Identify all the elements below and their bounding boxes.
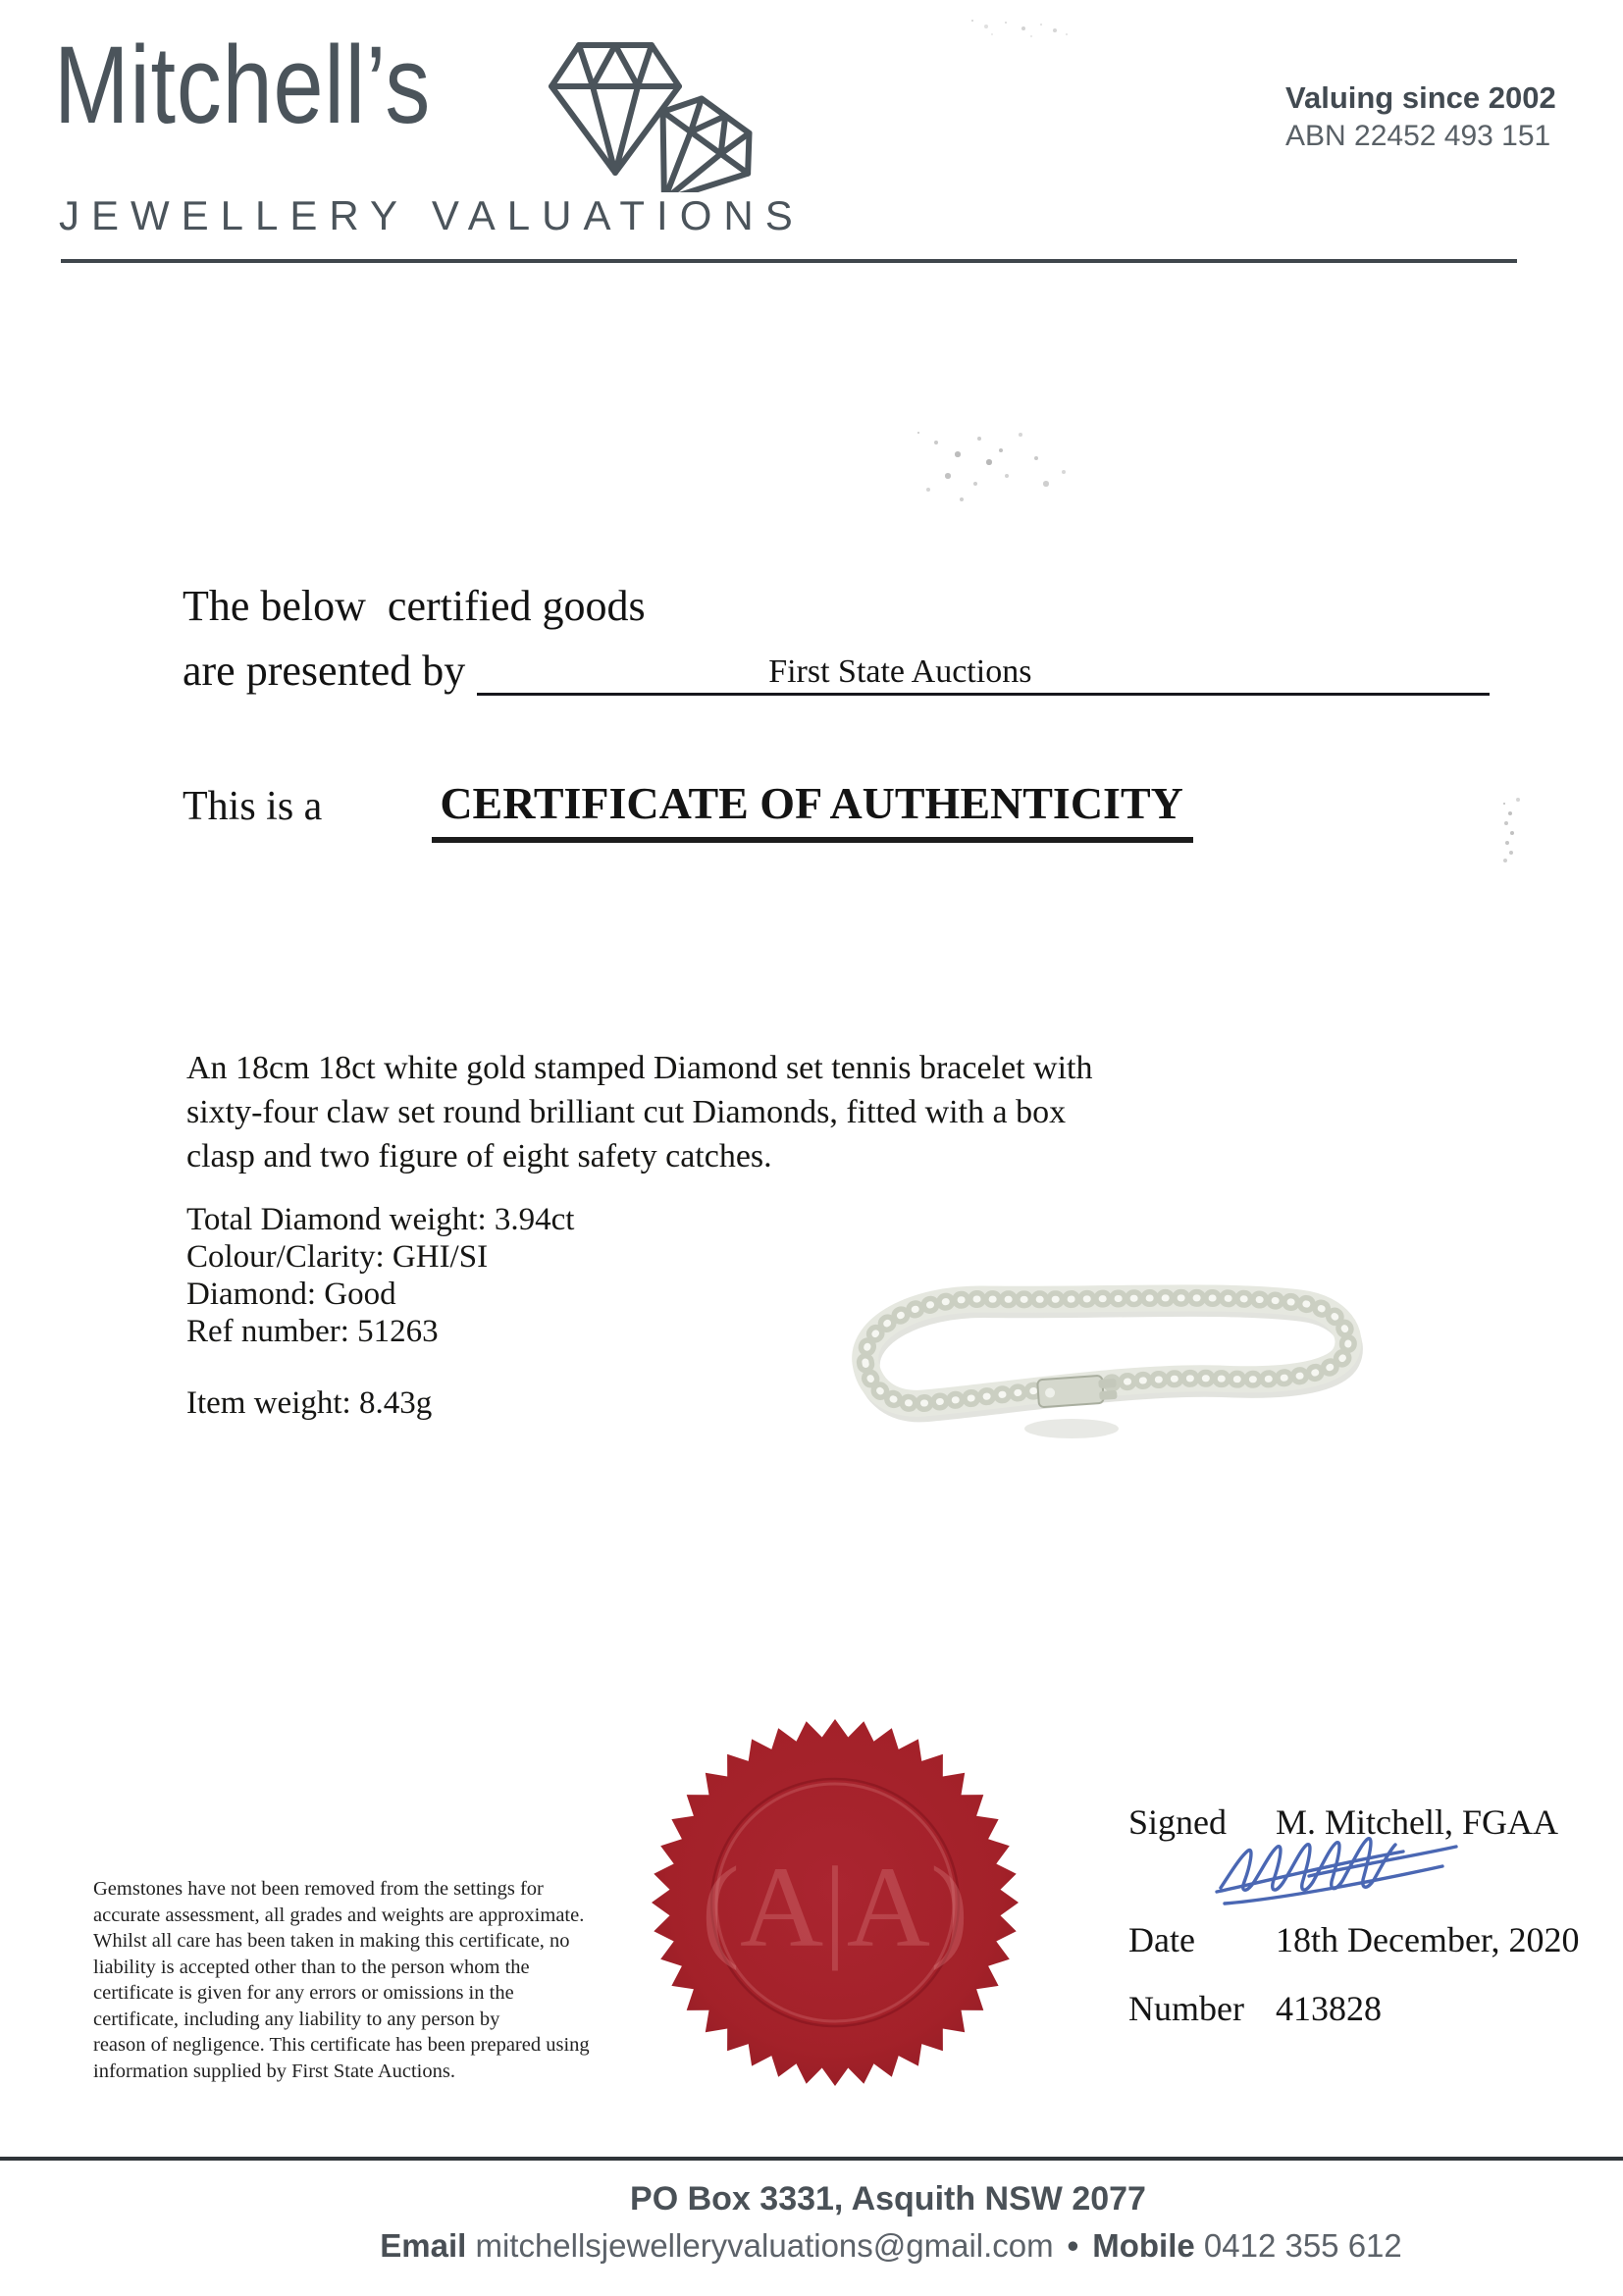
title-row xyxy=(183,777,1193,843)
disclaimer-line: liability is accepted other than to the person whom the xyxy=(93,1956,530,1978)
disclaimer-line: reason of negligence. This certificate has been prepared using xyxy=(93,2034,590,2056)
presenter-underline xyxy=(477,640,1490,696)
signature-scribble xyxy=(1215,1827,1460,1910)
email-label: Email xyxy=(380,2227,467,2264)
brand-subtitle: JEWELLERY VALUATIONS xyxy=(59,192,805,238)
description-line: sixty-four claw set round brilliant cut Diamonds, fitted with a box xyxy=(186,1094,1067,1130)
tagline: Valuing since 2002 xyxy=(1285,80,1556,115)
scan-smudge xyxy=(971,20,973,22)
disclaimer-line: certificate is given for any errors or omissions in the xyxy=(93,1982,514,2004)
detail-line: Ref number: 51263 xyxy=(186,1314,439,1349)
number-label: Number xyxy=(1128,1989,1244,2028)
bracelet-photo xyxy=(805,1242,1374,1468)
signed-value: M. Mitchell, FGAA xyxy=(1276,1802,1558,1842)
disclaimer-line: accurate assessment, all grades and weights are approximate. xyxy=(93,1904,585,1926)
abn-number: ABN 22452 493 151 xyxy=(1285,120,1551,152)
detail-line: Colour/Clarity: GHI/SI xyxy=(186,1239,489,1275)
presented-line2: are presented by xyxy=(183,647,466,695)
diamonds-logo-icon xyxy=(532,26,826,192)
seal-emblem: (A|A) xyxy=(701,1843,969,1971)
presented-line1: The below certified goods xyxy=(183,582,646,630)
presented-row xyxy=(183,640,1490,696)
description-line: An 18cm 18ct white gold stamped Diamond set tennis bracelet with xyxy=(186,1050,1093,1086)
disclaimer-text xyxy=(93,1876,590,2084)
footer-address: PO Box 3331, Asquith NSW 2077 xyxy=(630,2180,1146,2218)
scan-smudge xyxy=(917,432,919,434)
date-value: 18th December, 2020 xyxy=(1276,1920,1580,1959)
footer-contact xyxy=(380,2227,1402,2265)
certificate-title: CERTIFICATE OF AUTHENTICITY xyxy=(432,777,1193,843)
scan-smudge xyxy=(1503,803,1505,805)
item-description xyxy=(186,1046,1092,1178)
description-line: clasp and two figure of eight safety catches. xyxy=(186,1138,772,1174)
detail-line: Diamond: Good xyxy=(186,1277,396,1312)
disclaimer-line: information supplied by First State Auctions. xyxy=(93,2060,455,2082)
title-prefix: This is a xyxy=(183,784,323,829)
diamond-details xyxy=(186,1201,574,1350)
red-seal xyxy=(647,1714,1023,2091)
brand-name: Mitchell’s xyxy=(54,24,432,146)
disclaimer-line: certificate, including any liability to any person by xyxy=(93,2008,500,2030)
disclaimer-line: Gemstones have not been removed from the settings for xyxy=(93,1878,544,1900)
presenter-name: First State Auctions xyxy=(768,653,1032,690)
item-weight: Item weight: 8.43g xyxy=(186,1385,433,1421)
detail-line: Total Diamond weight: 3.94ct xyxy=(186,1202,575,1237)
disclaimer-line: Whilst all care has been taken in making this certificate, no xyxy=(93,1930,570,1952)
number-value: 413828 xyxy=(1276,1989,1382,2028)
mobile-value: 0412 355 612 xyxy=(1203,2227,1402,2264)
mobile-label: Mobile xyxy=(1092,2227,1195,2264)
header-divider xyxy=(61,259,1517,263)
date-label: Date xyxy=(1128,1920,1195,1959)
email-value: mitchellsjewelleryvaluations@gmail.com xyxy=(475,2227,1054,2264)
footer-divider xyxy=(0,2157,1623,2161)
footer-bullet: • xyxy=(1067,2227,1079,2264)
signed-label: Signed xyxy=(1128,1802,1228,1842)
